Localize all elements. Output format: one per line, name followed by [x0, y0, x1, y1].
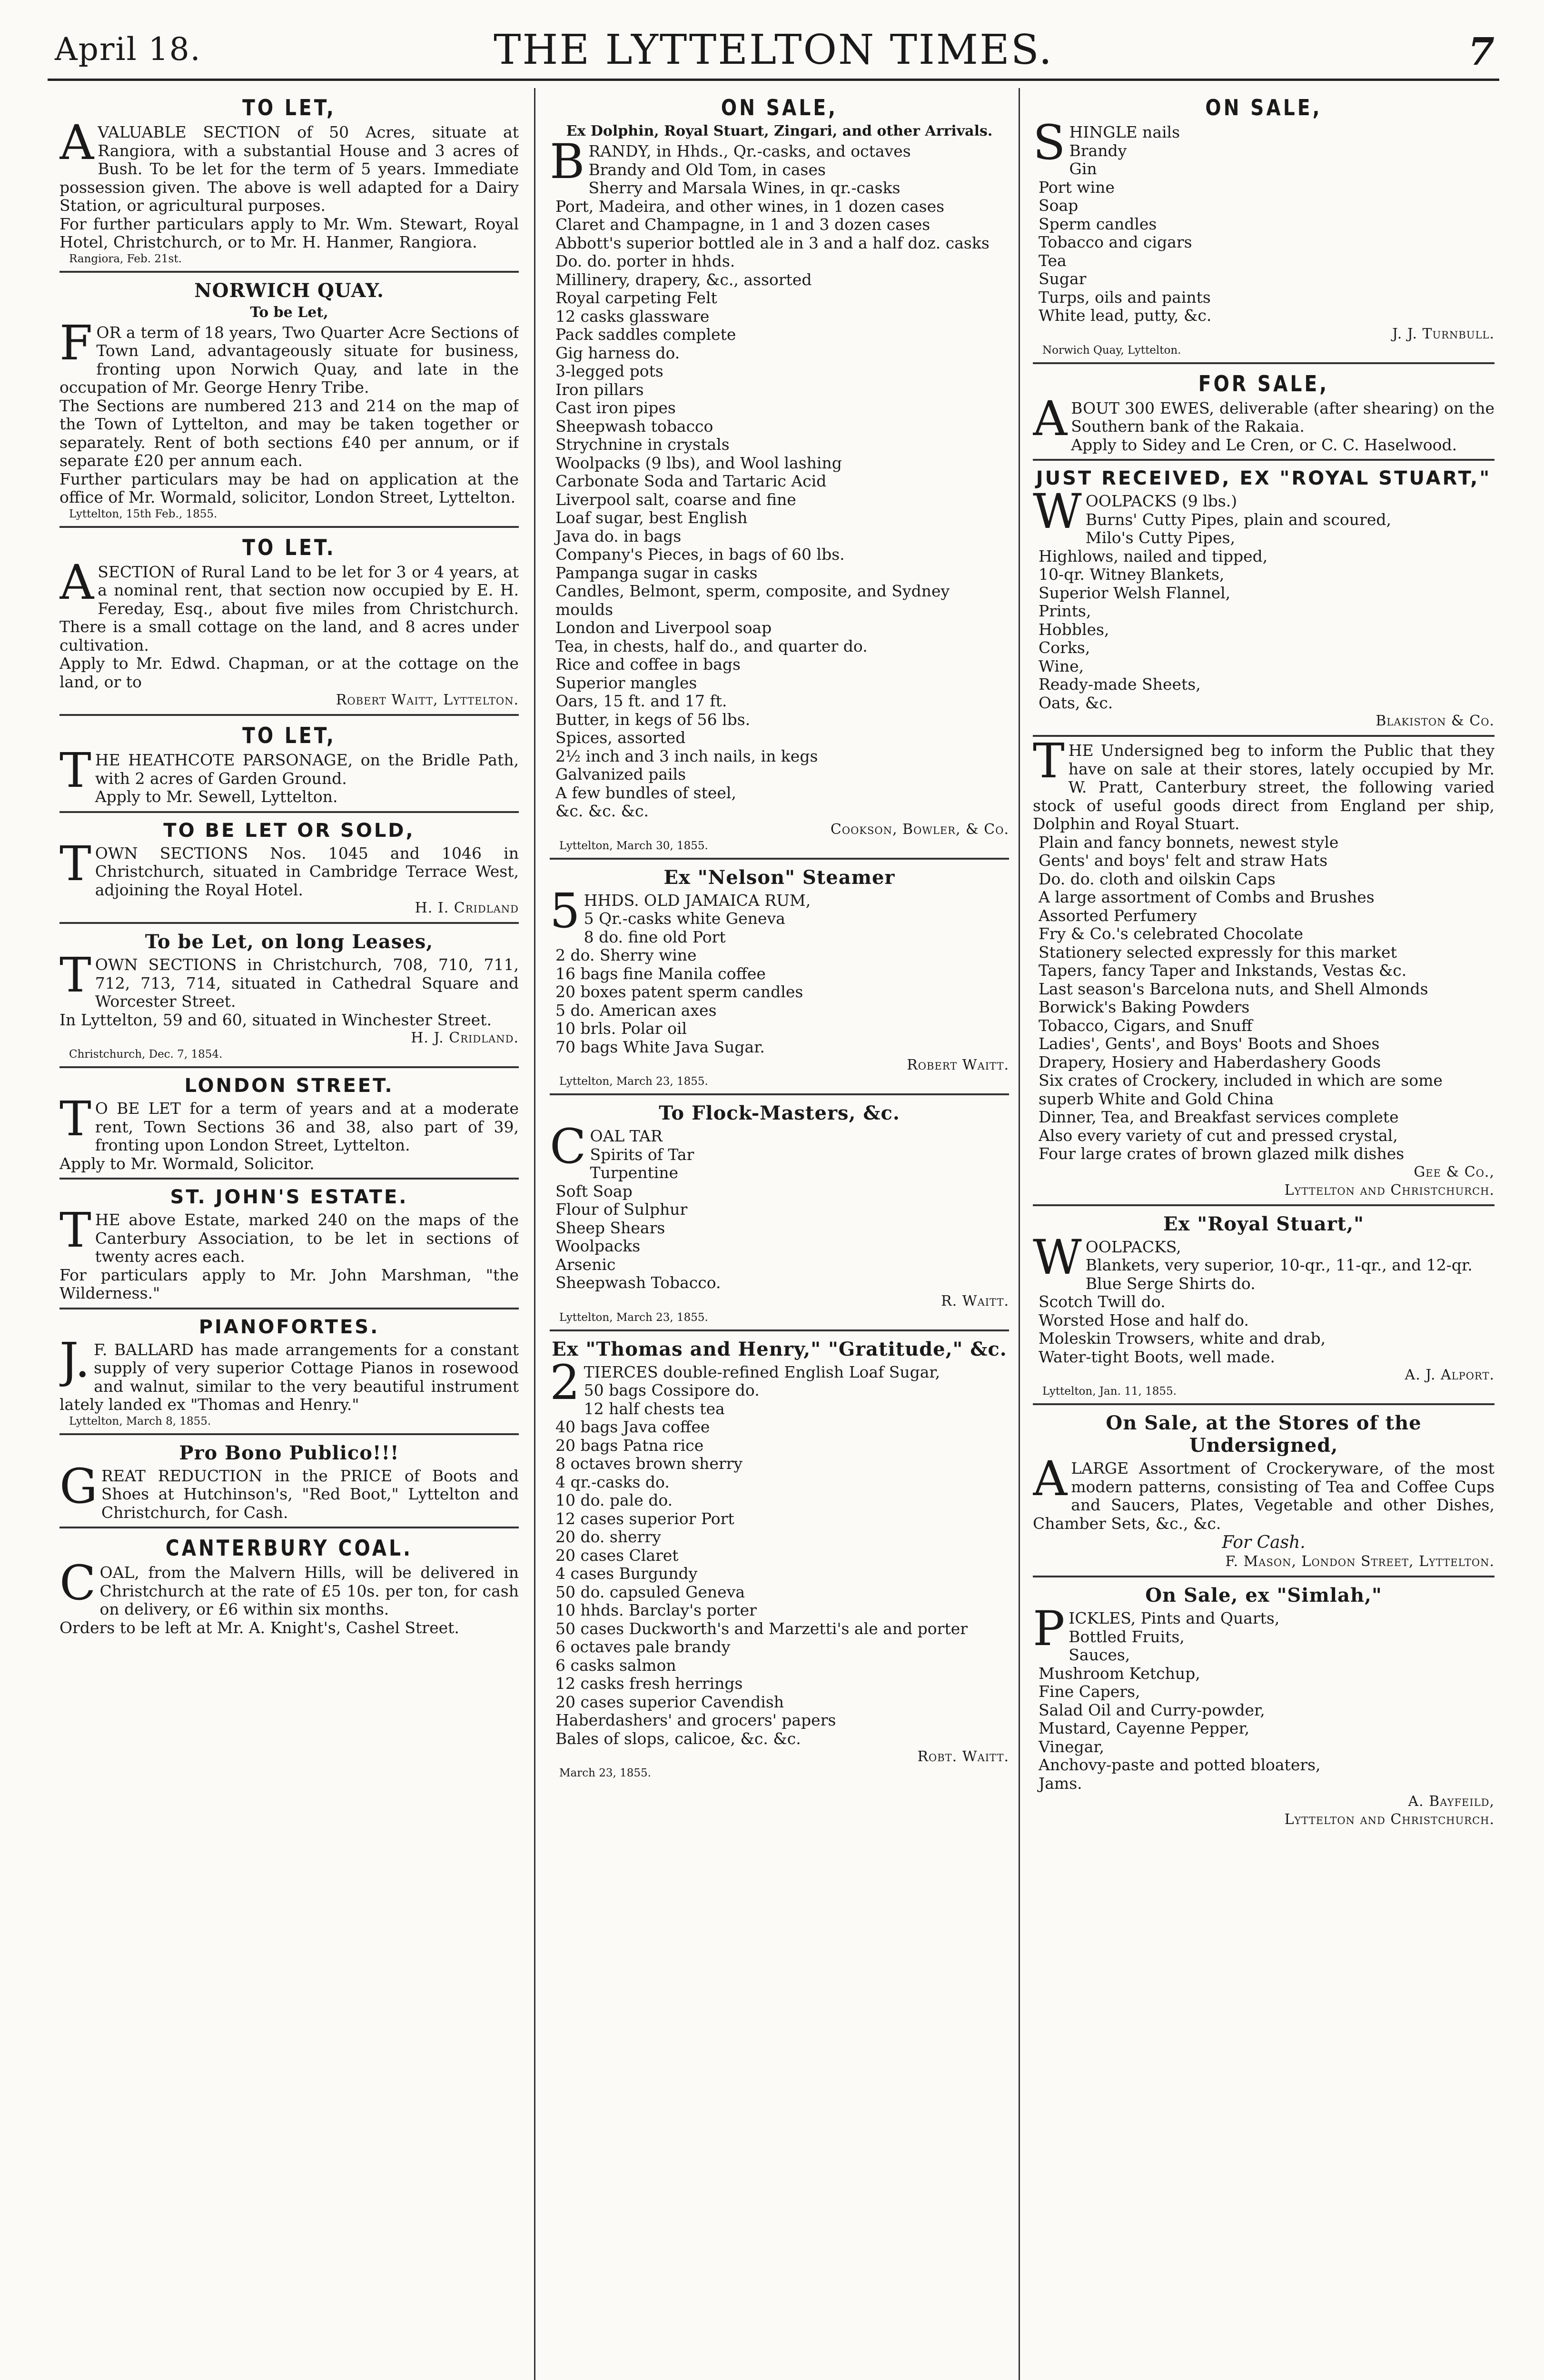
ad-list-item: Also every variety of cut and pressed crystal, [1039, 1126, 1398, 1145]
ad-list-item: Cast iron pipes [555, 398, 676, 417]
ad-list-item: Moleskin Trowsers, white and drab, [1039, 1329, 1326, 1348]
ad-list-item: Fine Capers, [1039, 1682, 1140, 1701]
ad-list-item: Stationery selected expressly for this market [1039, 942, 1397, 962]
ad-list-item: Loaf sugar, best English [555, 508, 748, 527]
ad-list-item: Arsenic [555, 1255, 616, 1274]
ad-list-item: Iron pillars [555, 380, 644, 399]
ad-list-item: Woolpacks [555, 1237, 641, 1255]
ad-list-item: 20 boxes patent sperm candles [555, 982, 803, 1001]
advertisement [550, 858, 1009, 1089]
ad-list-item: Six crates of Crockery, included in which are some superb White and Gold China [1039, 1071, 1443, 1108]
ad-dateline: Lyttelton, March 8, 1855. [69, 1415, 211, 1428]
ad-list-item: 20 cases Claret [555, 1546, 679, 1565]
ad-signature-location: Lyttelton and Christchurch. [1284, 1181, 1495, 1199]
ad-subheading: To be Let, [250, 304, 328, 321]
ad-list-item: 5 do. American axes [555, 1001, 717, 1020]
ad-terms: For Cash. [1222, 1533, 1306, 1552]
ad-list-item: Gin [1069, 159, 1097, 178]
ad-lead-line: WOOLPACKS, [1033, 1229, 1181, 1285]
ad-list-item: 16 bags fine Manila coffee [555, 964, 766, 983]
ad-heading: ON SALE, [721, 95, 838, 120]
ad-list-item: Water-tight Boots, well made. [1039, 1347, 1276, 1366]
ad-list-item: Butter, in kegs of 56 lbs. [555, 710, 751, 729]
advertisement [1033, 1403, 1495, 1571]
ad-list-item: 4 qr.-casks do. [555, 1472, 670, 1491]
column-1 [59, 93, 519, 2380]
ad-paragraph: J.F. BALLARD has made arrangements for a constant supply of very superior Cottage Pianos in rosewood and walnut, similar to the very beautiful instrument lately landed ex "Thomas and Henry." [59, 1332, 519, 1414]
advertisement [1033, 1204, 1495, 1399]
ad-list-item: Do. do. cloth and oilskin Caps [1039, 869, 1276, 888]
ad-list-item: 20 bags Patna rice [555, 1436, 704, 1455]
ad-paragraph: The Sections are numbered 213 and 214 on the map of the Town of Lyttelton, and may be taken together or separately. Rent of both sections £40 per annum, or if separate £20 per annum each. [59, 396, 519, 470]
ad-list-item: 70 bags White Java Sugar. [555, 1037, 765, 1056]
ad-signature: J. J. Turnbull. [1392, 325, 1495, 342]
ad-list-item: Worsted Hose and half do. [1039, 1310, 1249, 1329]
ad-heading: Ex "Nelson" Steamer [663, 866, 895, 889]
ad-paragraph: Apply to Mr. Edwd. Chapman, or at the cottage on the land, or to [59, 654, 519, 691]
ad-heading: TO LET, [242, 95, 336, 120]
ad-signature: F. Mason, London Street, Lyttelton. [1225, 1553, 1495, 1570]
ad-heading: PIANOFORTES. [198, 1316, 380, 1338]
ad-heading: TO LET. [242, 534, 336, 560]
ad-list-item: Tapers, fancy Taper and Inkstands, Vestas &c. [1039, 961, 1407, 980]
advertisement [59, 811, 519, 918]
ad-list-item: Wine, [1039, 656, 1084, 675]
ad-paragraph: FOR a term of 18 years, Two Quarter Acre Sections of Town Land, advantageously situate for business, fronting upon Norwich Quay, and late in the occupation of Mr. George Henry Tribe. [59, 315, 519, 397]
ad-list-item: Sherry and Marsala Wines, in qr.-casks [588, 178, 901, 197]
ad-list-item: Four large crates of brown glazed milk dishes [1039, 1144, 1405, 1163]
ad-heading: TO BE LET OR SOLD, [163, 819, 415, 842]
ad-list-item: Jams. [1039, 1774, 1082, 1793]
ad-subheading: Ex Dolphin, Royal Stuart, Zingari, and other Arrivals. [566, 123, 993, 139]
ad-list-item: Tobacco and cigars [1039, 233, 1192, 251]
ad-list-item: Borwick's Baking Powders [1039, 998, 1250, 1016]
ad-signature: Robert Waitt. [907, 1057, 1009, 1073]
ad-list-item: 2 do. Sherry wine [555, 946, 697, 964]
advertisement [1033, 1576, 1495, 1829]
ad-list-item: 5 Qr.-casks white Geneva [584, 909, 785, 928]
ad-list-item: Port wine [1039, 178, 1115, 197]
ad-dateline: Lyttelton, March 23, 1855. [559, 1075, 708, 1088]
ad-list-item: Do. do. porter in hhds. [555, 252, 735, 270]
ad-list-item: 20 do. sherry [555, 1527, 661, 1546]
ad-heading: To be Let, on long Leases, [145, 931, 434, 953]
ad-list-item: 6 casks salmon [555, 1656, 676, 1675]
ad-list-item: Mustard, Cayenne Pepper, [1039, 1719, 1250, 1737]
advertisement [550, 95, 1009, 853]
ad-signature: A. Bayfeild, [1408, 1793, 1495, 1810]
ad-list-item: 2½ inch and 3 inch nails, in kegs [555, 746, 818, 765]
ad-list-item: Oats, &c. [1039, 693, 1113, 712]
ad-paragraph: TOWN SECTIONS Nos. 1045 and 1046 in Christchurch, situated in Cambridge Terrace West, adjoining the Royal Hotel. [59, 835, 519, 899]
ad-paragraph: ABOUT 300 EWES, deliverable (after shearing) on the Southern bank of the Rakaia. [1033, 390, 1495, 446]
ad-list-item: Hobbles, [1039, 620, 1109, 639]
newspaper-title: THE LYTTELTON TIMES. [494, 26, 1053, 74]
ad-list-item: Anchovy-paste and potted bloaters, [1039, 1755, 1321, 1774]
ad-list-item: Tobacco, Cigars, and Snuff [1039, 1016, 1253, 1035]
ad-list-item: 4 cases Burgundy [555, 1564, 698, 1583]
ad-list-item: 12 half chests tea [584, 1399, 725, 1418]
ad-dateline: March 23, 1855. [559, 1767, 651, 1779]
ad-paragraph: For further particulars apply to Mr. Wm. Stewart, Royal Hotel, Christchurch, or to Mr. H. Hanmer, Rangiora. [59, 214, 519, 251]
advertisement [550, 1093, 1009, 1325]
ad-dateline: Rangiora, Feb. 21st. [69, 252, 182, 265]
ad-list-item: Superior mangles [555, 673, 697, 692]
ad-heading: LONDON STREET. [184, 1075, 394, 1097]
ad-list-item: Blankets, very superior, 10-qr., 11-qr., and 12-qr. [1085, 1256, 1473, 1274]
ad-list-item: Corks, [1039, 638, 1090, 657]
ad-list-item: 50 cases Duckworth's and Marzetti's ale and porter [555, 1619, 968, 1638]
column-2 [550, 93, 1009, 2380]
ad-list-item: Brandy and Old Tom, in cases [588, 160, 826, 179]
ad-dateline: Lyttelton, March 30, 1855. [559, 839, 708, 852]
ad-list-item: Scotch Twill do. [1039, 1292, 1166, 1311]
ad-lead-line: COAL TAR [550, 1119, 663, 1174]
ad-list-item: Liverpool salt, coarse and fine [555, 490, 796, 509]
ad-list-item: Oars, 15 ft. and 17 ft. [555, 692, 727, 710]
ad-list-item: Flour of Sulphur [555, 1200, 688, 1219]
ad-paragraph: AVALUABLE SECTION of 50 Acres, situate at Rangiora, with a substantial House and 3 acres of Bush. To be let for the term of 5 years. Immediate possession given. The above is well adapted for a Dairy Station, or agricultural purposes. [59, 115, 519, 215]
ad-lead-line: WOOLPACKS (9 lbs.) [1033, 484, 1237, 539]
advertisement [59, 1178, 519, 1303]
ad-heading: Pro Bono Publico!!! [179, 1441, 399, 1464]
ad-list-item: Fry & Co.'s celebrated Chocolate [1039, 924, 1304, 943]
ad-signature: Gee & Co., [1414, 1163, 1495, 1180]
ad-list-item: Sheepwash tobacco [555, 416, 713, 436]
ad-list-item: Milo's Cutty Pipes, [1085, 528, 1236, 547]
ad-paragraph: TO BE LET for a term of years and at a moderate rent, Town Sections 36 and 38, also part of 39, fronting upon London Street, Lyttelton. [59, 1091, 519, 1154]
ad-list-item: Ladies', Gents', and Boys' Boots and Shoes [1039, 1034, 1380, 1053]
ad-paragraph: THE HEATHCOTE PARSONAGE, on the Bridle Path, with 2 acres of Garden Ground. [59, 743, 519, 798]
ad-list-item: Carbonate Soda and Tartaric Acid [555, 472, 827, 490]
issue-date: April 18. [55, 31, 201, 68]
ad-lead-line: BRANDY, in Hhds., Qr.-casks, and octaves [550, 134, 911, 189]
advertisement [59, 95, 519, 266]
ad-list-item: Highlows, nailed and tipped, [1039, 546, 1268, 565]
ad-list-item: Salad Oil and Curry-powder, [1039, 1700, 1265, 1719]
advertisement [59, 714, 519, 806]
ad-list-item: White lead, putty, &c. [1039, 306, 1212, 325]
ad-list-item: Sperm candles [1039, 214, 1157, 233]
advertisement [550, 1329, 1009, 1781]
advertisement [59, 922, 519, 1061]
advertisement [1033, 362, 1495, 455]
ad-list-item: Turpentine [590, 1163, 679, 1182]
ad-list-item: Vinegar, [1039, 1737, 1105, 1756]
ad-paragraph: Further particulars may be had on application at the office of Mr. Wormald, solicitor, London Street, Lyttelton. [59, 469, 519, 506]
ad-list-item: 50 do. capsuled Geneva [555, 1582, 745, 1601]
ad-list-item: Haberdashers' and grocers' papers [555, 1711, 836, 1729]
ad-list-item: Assorted Perfumery [1039, 906, 1197, 925]
ad-list-item: Drapery, Hosiery and Haberdashery Goods [1039, 1052, 1381, 1071]
advertisement [59, 526, 519, 710]
ad-list-item: A few bundles of steel, [555, 783, 736, 802]
ad-dateline: Christchurch, Dec. 7, 1854. [69, 1048, 223, 1061]
ad-paragraph: For particulars apply to Mr. John Marshman, "the Wilderness." [59, 1265, 519, 1302]
column-divider [534, 88, 535, 2380]
ad-dateline: Lyttelton, 15th Feb., 1855. [69, 507, 218, 520]
ad-list-item: Gents' and boys' felt and straw Hats [1039, 851, 1328, 870]
ad-paragraph: THE Undersigned beg to inform the Public that they have on sale at their stores, lately occupied by Mr. W. Pratt, Canterbury street, the following varied stock of useful goods direct from England per ship, Dolphin and Royal Stuart. [1033, 733, 1495, 833]
ad-dateline: Lyttelton, Jan. 11, 1855. [1042, 1385, 1177, 1398]
ad-list-item: 50 bags Cossipore do. [584, 1381, 760, 1399]
ad-paragraph: GREAT REDUCTION in the PRICE of Boots and Shoes at Hutchinson's, "Red Boot," Lyttelton and Christchurch, for Cash. [59, 1458, 519, 1522]
ad-heading: TO LET, [242, 723, 336, 748]
ad-list-item: Strychnine in crystals [555, 435, 730, 454]
ad-dateline: Norwich Quay, Lyttelton. [1042, 344, 1181, 357]
ad-paragraph: In Lyttelton, 59 and 60, situated in Winchester Street. [59, 1010, 492, 1029]
ad-lead-line: SHINGLE nails [1033, 115, 1180, 170]
ad-heading: Ex "Royal Stuart," [1163, 1212, 1364, 1235]
ad-signature: Blakiston & Co. [1376, 713, 1495, 729]
ad-list-item: &c. &c. &c. [555, 802, 649, 820]
ad-list-item: Soft Soap [555, 1181, 633, 1200]
ad-list-item: Pampanga sugar in casks [555, 563, 758, 582]
ad-list-item: Ready-made Sheets, [1039, 675, 1201, 694]
ad-list-item: Spirits of Tar [590, 1145, 694, 1164]
advertisement [1033, 735, 1495, 1200]
ad-list-item: 3-legged pots [555, 362, 663, 380]
page-number: 7 [1468, 29, 1495, 74]
ad-paragraph: ASECTION of Rural Land to be let for 3 or 4 years, at a nominal rent, that section now occupied by E. H. Fereday, Esq., about five miles from Christchurch. There is a small cottage on the land, and 8 acres under cultivation. [59, 554, 519, 654]
ad-dateline: Lyttelton, March 23, 1855. [559, 1311, 708, 1324]
ad-list-item: Rice and coffee in bags [555, 655, 741, 674]
ad-list-item: 12 casks glassware [555, 307, 710, 326]
ad-list-item: Dinner, Tea, and Breakfast services complete [1039, 1108, 1399, 1126]
ad-list-item: 10 brls. Polar oil [555, 1019, 687, 1038]
ad-signature: Robert Waitt, Lyttelton. [336, 692, 519, 708]
advertisement [59, 1433, 519, 1522]
ad-list-item: Claret and Champagne, in 1 and 3 dozen cases [555, 215, 930, 234]
ad-list-item: Prints, [1039, 602, 1091, 620]
ad-heading: ST. JOHN'S ESTATE. [170, 1186, 408, 1208]
ad-paragraph: Orders to be left at Mr. A. Knight's, Cashel Street. [59, 1618, 459, 1637]
ad-signature: Cookson, Bowler, & Co. [830, 821, 1009, 838]
ad-list-item: Sheep Shears [555, 1218, 665, 1237]
ad-signature: Robt. Waitt. [917, 1748, 1009, 1765]
ad-paragraph: THE above Estate, marked 240 on the maps of the Canterbury Association, to be let in sections of twenty acres each. [59, 1202, 519, 1266]
ad-list-item: Millinery, drapery, &c., assorted [555, 270, 812, 289]
ad-signature: A. J. Alport. [1405, 1367, 1495, 1383]
ad-list-item: Gig harness do. [555, 343, 680, 362]
ad-heading: Ex "Thomas and Henry," "Gratitude," &c. [552, 1338, 1007, 1360]
ad-list-item: Brandy [1069, 141, 1127, 160]
ad-paragraph: Apply to Mr. Wormald, Solicitor. [59, 1154, 315, 1173]
ad-list-item: Sheepwash Tobacco. [555, 1273, 721, 1292]
ad-list-item: 6 octaves pale brandy [555, 1637, 731, 1656]
ad-list-item: Sauces, [1069, 1646, 1130, 1664]
ad-list-item: Sugar [1039, 269, 1087, 288]
ad-list-item: Tea [1039, 251, 1067, 270]
ad-list-item: Soap [1039, 196, 1079, 215]
ad-heading: ON SALE, [1205, 95, 1322, 120]
ad-list-item: Bales of slops, calicoe, &c. &c. [555, 1729, 801, 1748]
advertisement [1033, 459, 1495, 730]
ad-heading: JUST RECEIVED, EX "ROYAL STUART," [1036, 467, 1492, 489]
ad-list-item: Burns' Cutty Pipes, plain and scoured, [1085, 510, 1391, 529]
column-divider [1019, 88, 1020, 2380]
ad-heading: On Sale, at the Stores of the Undersigned, [1106, 1412, 1422, 1457]
ad-signature: R. Waitt. [941, 1292, 1009, 1309]
ad-list-item: Abbott's superior bottled ale in 3 and a half doz. casks [555, 233, 990, 252]
ad-list-item: Candles, Belmont, sperm, composite, and Sydney moulds [555, 582, 950, 619]
ad-list-item: Pack saddles complete [555, 325, 736, 344]
ad-list-item: Woolpacks (9 lbs), and Wool lashing [555, 453, 842, 472]
ad-list-item: Plain and fancy bonnets, newest style [1039, 833, 1339, 852]
ad-heading: To Flock-Masters, &c. [659, 1102, 900, 1124]
ad-list-item: 8 octaves brown sherry [555, 1454, 743, 1473]
ad-signature: H. J. Cridland. [411, 1030, 519, 1046]
ad-list-item: 10-qr. Witney Blankets, [1039, 565, 1225, 584]
ad-list-item: 12 casks fresh herrings [555, 1674, 743, 1693]
ad-lead-line: 5HHDS. OLD JAMAICA RUM, [550, 883, 811, 939]
ad-list-item: 40 bags Java coffee [555, 1418, 710, 1436]
ad-list-item: 8 do. fine old Port [584, 927, 726, 946]
advertisement [59, 271, 519, 521]
ad-list-item: London and Liverpool soap [555, 618, 772, 637]
ad-list-item: Last season's Barcelona nuts, and Shell Almonds [1039, 979, 1428, 998]
ad-list-item: Port, Madeira, and other wines, in 1 dozen cases [555, 197, 945, 216]
ad-signature-location: Lyttelton and Christchurch. [1284, 1811, 1495, 1828]
ad-list-item: 10 hhds. Barclay's porter [555, 1601, 757, 1619]
ad-list-item: 12 cases superior Port [555, 1509, 734, 1528]
ad-paragraph: COAL, from the Malvern Hills, will be delivered in Christchurch at the rate of £5 10s. per ton, for cash on delivery, or £6 within six months. [59, 1555, 519, 1618]
ad-list-item: 10 do. pale do. [555, 1491, 673, 1509]
ad-list-item: Company's Pieces, in bags of 60 lbs. [555, 545, 845, 564]
advertisement [59, 1527, 519, 1637]
ad-list-item: Bottled Fruits, [1069, 1627, 1185, 1646]
ad-list-item: A large assortment of Combs and Brushes [1039, 888, 1375, 906]
ad-lead-line: 2TIERCES double-refined English Loaf Sugar, [550, 1354, 940, 1410]
ad-heading: On Sale, ex "Simlah," [1145, 1584, 1382, 1606]
ad-list-item: Spices, assorted [555, 728, 686, 747]
column-3 [1033, 93, 1495, 2380]
ad-paragraph: ALARGE Assortment of Crockeryware, of the most modern patterns, consisting of Tea and Coffee Cups and Saucers, Plates, Vegetable and other Dishes, Chamber Sets, &c., &c. [1033, 1451, 1495, 1533]
advertisement [59, 1066, 519, 1173]
ad-paragraph: Apply to Sidey and Le Cren, or C. C. Haselwood. [1071, 435, 1457, 454]
ad-paragraph: TOWN SECTIONS in Christchurch, 708, 710, 711, 712, 713, 714, situated in Cathedral Square and Worcester Street. [59, 947, 519, 1011]
ad-list-item: Blue Serge Shirts do. [1085, 1274, 1256, 1293]
ad-list-item: Tea, in chests, half do., and quarter do. [555, 636, 868, 655]
ad-list-item: 20 cases superior Cavendish [555, 1692, 784, 1711]
ad-heading: CANTERBURY COAL. [165, 1535, 413, 1561]
ad-lead-line: PICKLES, Pints and Quarts, [1033, 1601, 1280, 1656]
ad-heading: FOR SALE, [1198, 370, 1329, 397]
ad-list-item: Turps, oils and paints [1039, 288, 1211, 307]
ad-list-item: Superior Welsh Flannel, [1039, 583, 1231, 602]
ad-list-item: Mushroom Ketchup, [1039, 1664, 1200, 1683]
masthead [48, 26, 1499, 81]
ad-paragraph: Apply to Mr. Sewell, Lyttelton. [95, 787, 338, 806]
ad-signature: H. I. Cridland [415, 900, 519, 916]
advertisement [1033, 95, 1495, 357]
ad-heading: NORWICH QUAY. [194, 279, 384, 302]
ad-list-item: Royal carpeting Felt [555, 288, 717, 307]
ad-list-item: Java do. in bags [555, 526, 682, 545]
ad-list-item: Galvanized pails [555, 765, 686, 783]
advertisement [59, 1308, 519, 1428]
